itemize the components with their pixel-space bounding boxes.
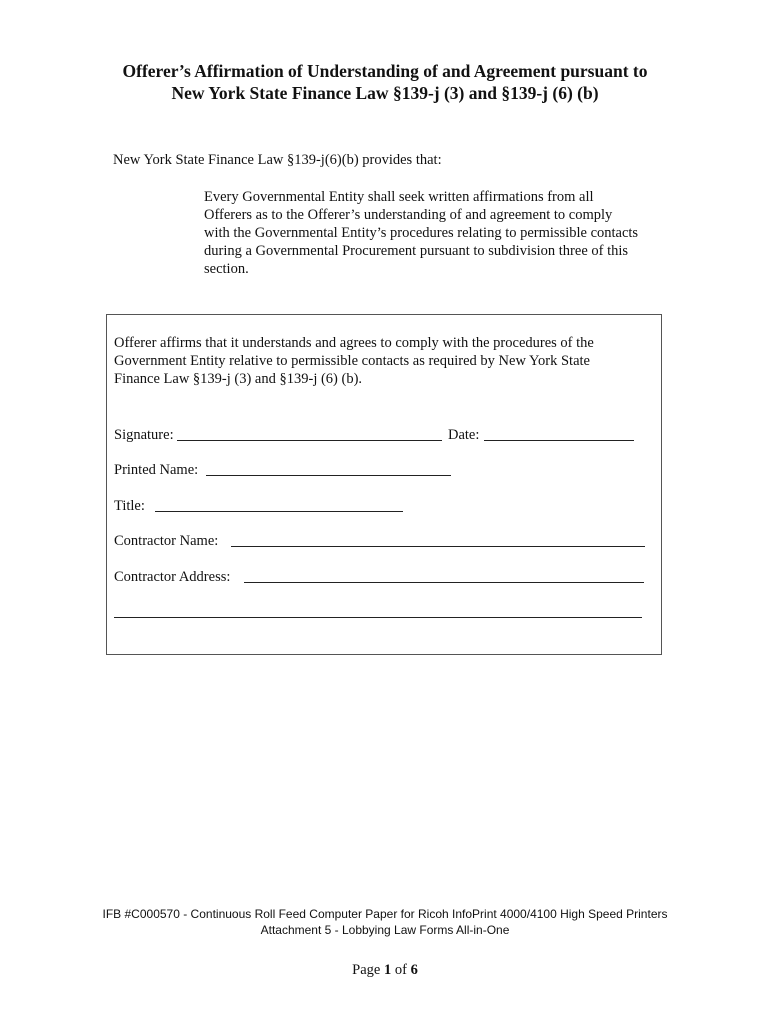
page-of: of	[394, 962, 407, 978]
signature-field[interactable]	[177, 440, 442, 441]
page-prefix: Page	[352, 962, 381, 978]
quote-line: during a Governmental Procurement pursuant to subdivision three of this	[204, 243, 629, 259]
page-current: 1	[383, 962, 392, 978]
printed-name-label: Printed Name:	[114, 462, 199, 478]
signature-label: Signature:	[114, 427, 174, 443]
footer-line-2: Attachment 5 - Lobbying Law Forms All-in-One	[260, 923, 510, 937]
document-footer	[0, 906, 770, 938]
printed-name-field[interactable]	[206, 475, 451, 476]
affirmation-text	[114, 334, 649, 388]
contractor-name-label: Contractor Name:	[114, 533, 219, 549]
affirmation-line: Finance Law §139-j (3) and §139-j (6) (b).	[114, 371, 363, 387]
footer-line-1: IFB #C000570 - Continuous Roll Feed Computer Paper for Ricoh InfoPrint 4000/4100 High Speed Printers	[102, 907, 668, 921]
contractor-address-label: Contractor Address:	[114, 569, 231, 585]
contractor-address-field-line-2[interactable]	[114, 617, 642, 618]
title-label: Title:	[114, 498, 145, 514]
intro-text: New York State Finance Law §139-j(6)(b) provides that:	[113, 152, 442, 168]
date-label: Date:	[448, 427, 480, 443]
quote-line: with the Governmental Entity’s procedures relating to permissible contacts	[204, 225, 639, 241]
statute-quote	[204, 188, 674, 278]
contractor-address-field[interactable]	[244, 582, 644, 583]
title-line-2: New York State Finance Law §139-j (3) and §139-j (6) (b)	[171, 83, 599, 103]
title-line-1: Offerer’s Affirmation of Understanding of and Agreement pursuant to	[122, 61, 648, 81]
quote-line: Every Governmental Entity shall seek written affirmations from all	[204, 189, 594, 205]
affirmation-line: Offerer affirms that it understands and agrees to comply with the procedures of the	[114, 335, 594, 351]
page-total: 6	[410, 962, 418, 978]
contractor-name-field[interactable]	[231, 546, 645, 547]
page-number	[0, 962, 770, 979]
date-field[interactable]	[484, 440, 634, 441]
quote-line: Offerers as to the Offerer’s understanding of and agreement to comply	[204, 207, 613, 223]
title-field[interactable]	[155, 511, 403, 512]
affirmation-line: Government Entity relative to permissible contacts as required by New York State	[114, 353, 590, 369]
page-title	[0, 60, 770, 104]
affirmation-form-box	[106, 314, 662, 655]
quote-line: section.	[204, 261, 249, 277]
